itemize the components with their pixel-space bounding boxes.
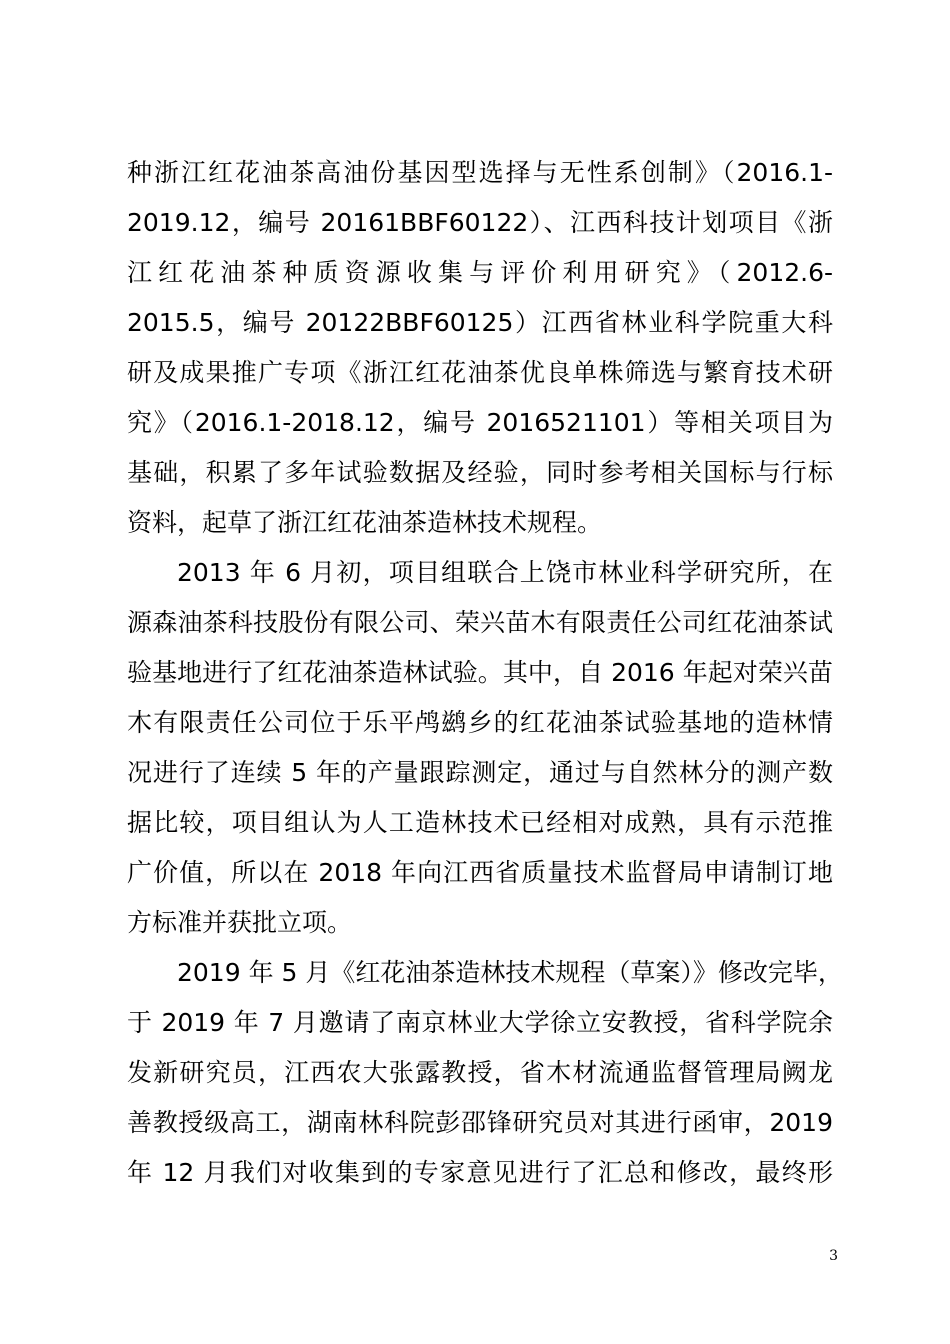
- paragraph-2-line-1: 2013 年 6 月初，项目组联合上饶市林业科学研究所，在: [177, 558, 833, 587]
- paragraph-3-line-4: 善教授级高工，湖南林科院彭邵锋研究员对其进行函审，2019: [127, 1108, 833, 1137]
- paragraph-2-line-7: 广价值，所以在 2018 年向江西省质量技术监督局申请制订地: [127, 858, 833, 887]
- paragraph-3-line-3: 发新研究员，江西农大张露教授，省木材流通监督管理局阙龙: [127, 1058, 833, 1087]
- paragraph-1-line-2: 2019.12，编号 20161BBF60122）、江西科技计划项目《浙: [127, 208, 833, 237]
- paragraph-1-line-8: 资料，起草了浙江红花油茶造林技术规程。: [127, 508, 603, 537]
- paragraph-2-line-2: 源森油茶科技股份有限公司、荣兴苗木有限责任公司红花油茶试: [127, 608, 833, 637]
- paragraph-2-line-4: 木有限责任公司位于乐平鸬鹚乡的红花油茶试验基地的造林情: [127, 708, 833, 737]
- paragraph-1-line-1: 种浙江红花油茶高油份基因型选择与无性系创制》（2016.1-: [127, 158, 833, 187]
- page-number: 3: [829, 1248, 838, 1264]
- paragraph-3-line-5: 年 12 月我们对收集到的专家意见进行了汇总和修改，最终形: [127, 1158, 833, 1187]
- paragraph-2-line-8: 方标准并获批立项。: [127, 908, 353, 937]
- paragraph-3-line-2: 于 2019 年 7 月邀请了南京林业大学徐立安教授，省科学院余: [127, 1008, 833, 1037]
- paragraph-2-line-6: 据比较，项目组认为人工造林技术已经相对成熟，具有示范推: [127, 808, 833, 837]
- paragraph-1-line-4: 2015.5，编号 20122BBF60125）江西省林业科学院重大科: [127, 308, 833, 337]
- paragraph-1-line-3: 江红花油茶种质资源收集与评价利用研究》（2012.6-: [127, 258, 833, 287]
- paragraph-1-line-7: 基础，积累了多年试验数据及经验，同时参考相关国标与行标: [127, 458, 833, 487]
- paragraph-1-line-5: 研及成果推广专项《浙江红花油茶优良单株筛选与繁育技术研: [127, 358, 833, 387]
- paragraph-2-line-5: 况进行了连续 5 年的产量跟踪测定，通过与自然林分的测产数: [127, 758, 833, 787]
- paragraph-3-line-1: 2019 年 5 月《红花油茶造林技术规程（草案）》修改完毕，: [177, 958, 843, 987]
- paragraph-1-line-6: 究》（2016.1-2018.12，编号 2016521101）等相关项目为: [127, 408, 833, 437]
- paragraph-2-line-3: 验基地进行了红花油茶造林试验。其中，自 2016 年起对荣兴苗: [127, 658, 833, 687]
